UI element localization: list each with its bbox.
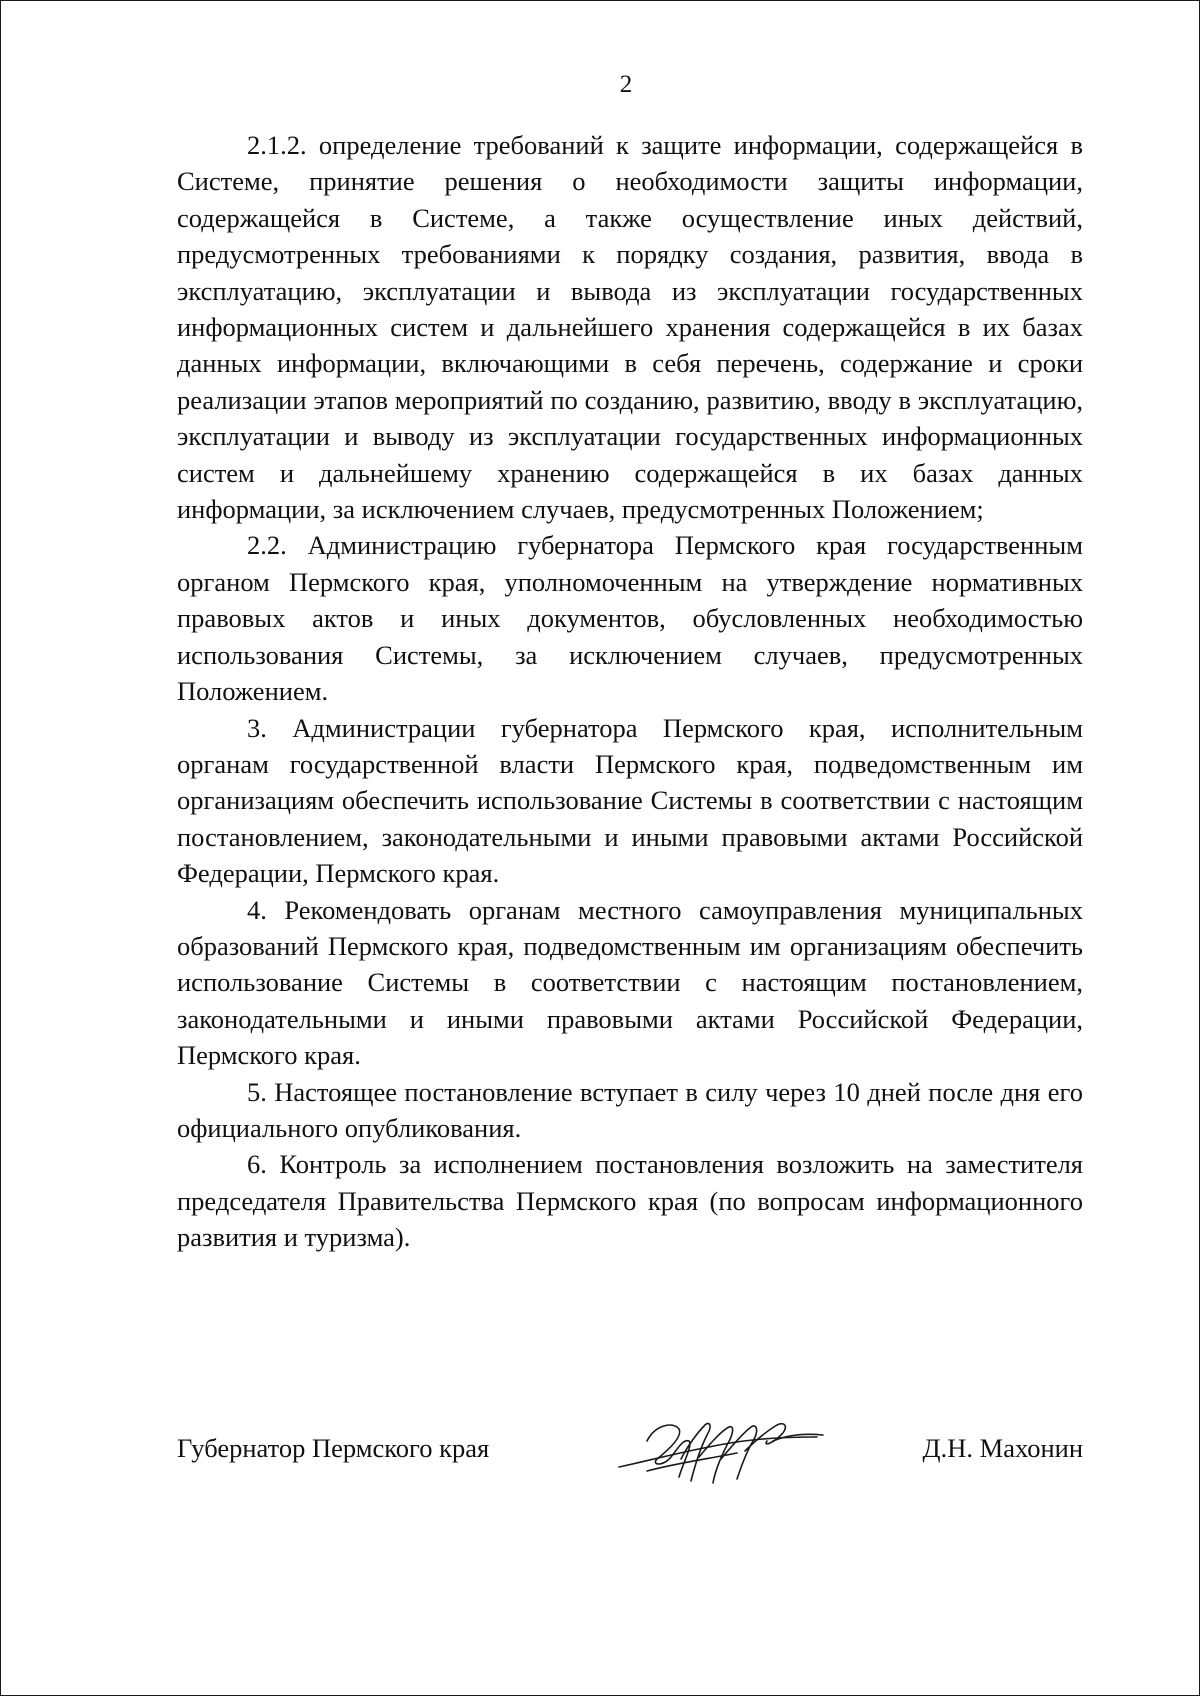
paragraph-2-1-2: 2.1.2. определение требований к защите информации, содержащейся в Системе, принятие решения о необходимости защиты информации, содержащейся в Системе, а также осуществление иных действий, предусмотренных требованиями к порядку создания, развития, ввода в эксплуатацию, эксплуатации и вывода из эксплуатации государственных информационных систем и дальнейшего хранения содержащейся в их базах данных информации, включающими в себя перечень, содержание и сроки реализации этапов мероприятий по созданию, развитию, вводу в эксплуатацию, эксплуатации и выводу из эксплуатации государственных информационных систем и дальнейшему хранению содержащейся в их базах данных информации, за исключением случаев, предусмотренных Положением; bbox=[177, 130, 1083, 525]
paragraph-6: 6. Контроль за исполнением постановления возложить на заместителя председателя Правительства Пермского края (по вопросам информационного развития и туризма). bbox=[177, 1149, 1083, 1253]
paragraph-4: 4. Рекомендовать органам местного самоуправления муниципальных образований Пермского края, подведомственным им организациям обеспечить использование Системы в соответствии с настоящим постановлением, законодательными и иными правовыми актами Российской Федерации, Пермского края. bbox=[177, 894, 1083, 1071]
handwritten-signature-icon bbox=[617, 1411, 827, 1491]
signer-position: Губернатор Пермского края bbox=[177, 1433, 490, 1463]
paragraph-2-2: 2.2. Администрацию губернатора Пермского края государственным органом Пермского края, уполномоченным на утверждение нормативных правовых актов и иных документов, обусловленных необходимостью использования Системы, за исключением случаев, предусмотренных Положением. bbox=[177, 530, 1083, 707]
document-body bbox=[177, 127, 1083, 1256]
paragraph-5: 5. Настоящее постановление вступает в силу через 10 дней после дня его официального опубликования. bbox=[177, 1076, 1083, 1143]
signer-name: Д.Н. Махонин bbox=[922, 1433, 1083, 1463]
paragraph-3: 3. Администрации губернатора Пермского края, исполнительным органам государственной власти Пермского края, подведомственным им организациям обеспечить использование Системы в соответствии с настоящим постановлением, законодательными и иными правовыми актами Российской Федерации, Пермского края. bbox=[177, 712, 1083, 889]
signature-block bbox=[177, 1433, 1083, 1493]
page-number: 2 bbox=[619, 71, 633, 98]
